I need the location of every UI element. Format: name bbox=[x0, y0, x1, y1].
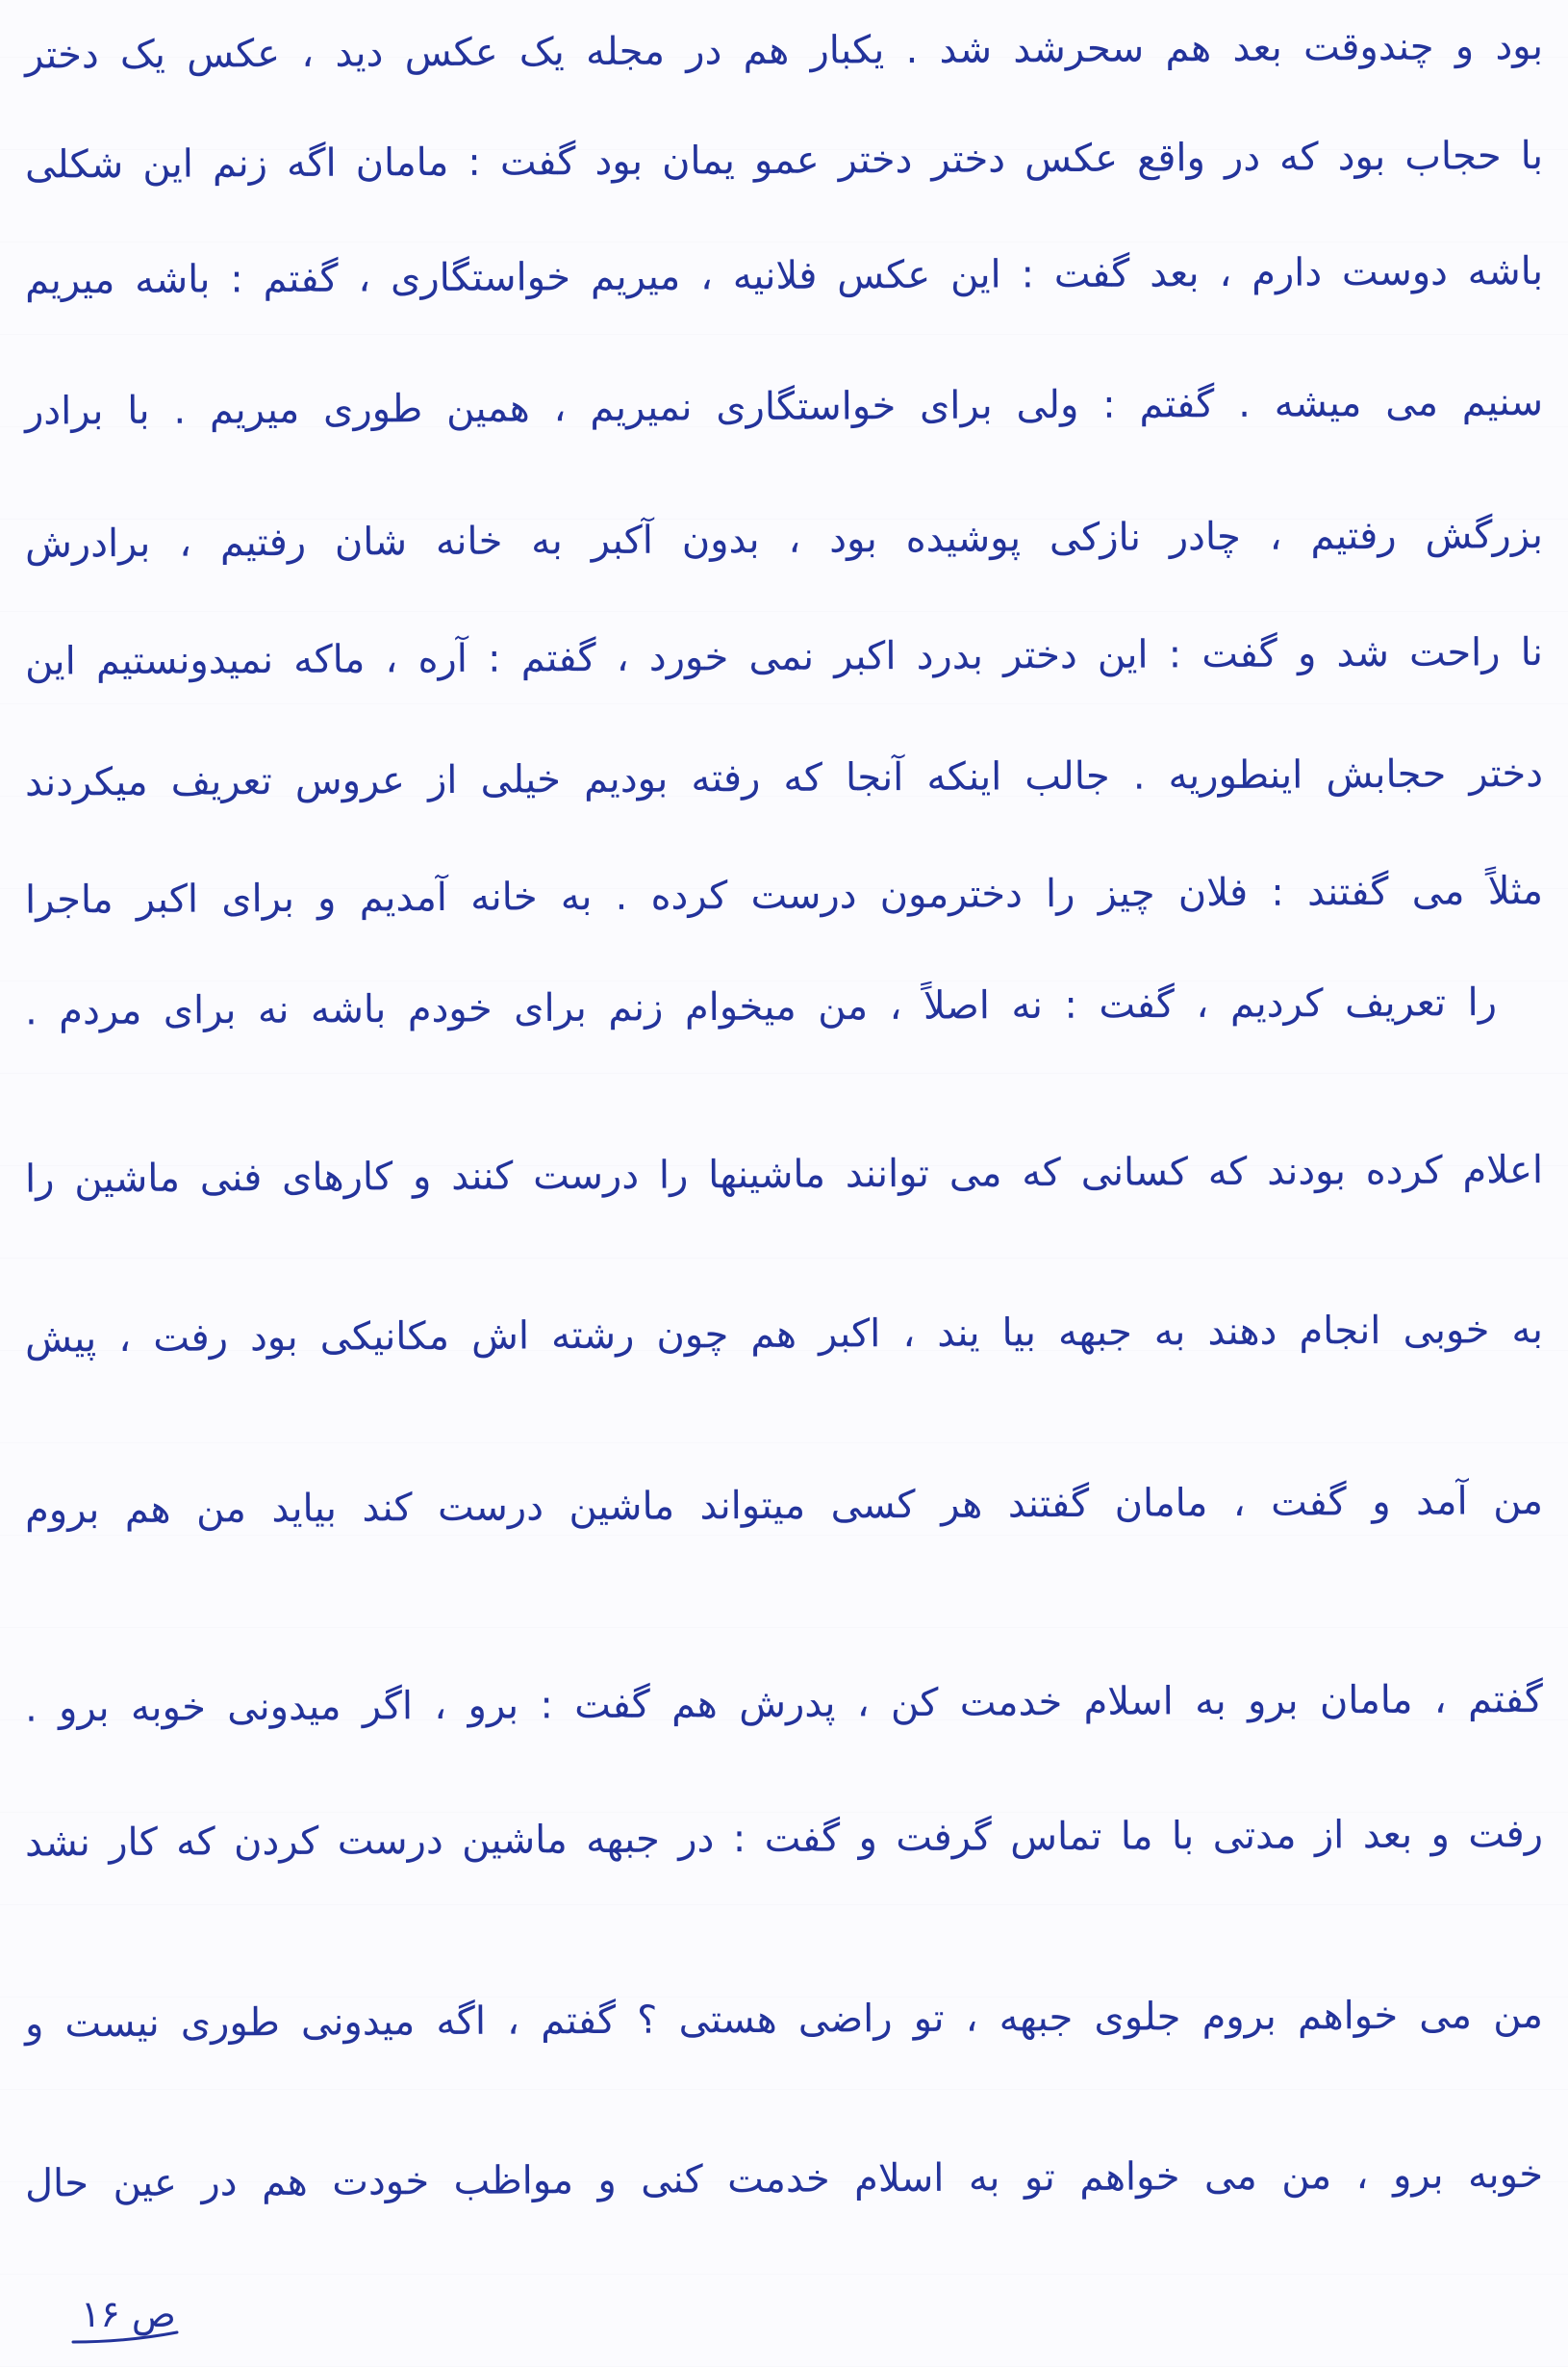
text-line-2: با حجاب بود که در واقع عکس دختر دختر عمو یمان بود گفت : مامان اگه زنم این شکلی bbox=[24, 134, 1544, 188]
page-number-glyphs bbox=[62, 2288, 187, 2355]
text-line-11: به خوبی انجام دهند به جبهه بیا یند ، اکبر هم چون رشته اش مکانیکی بود رفت ، پیش bbox=[24, 1308, 1544, 1362]
page-number-text: ص ۱۶ bbox=[81, 2293, 176, 2335]
text-line-9: را تعریف کردیم ، گفت : نه اصلاً ، من میخوام زنم برای خودم باشه نه برای مردم . bbox=[24, 980, 1498, 1034]
text-line-14: رفت و بعد از مدتی با ما تماس گرفت و گفت : در جبهه ماشین درست کردن که کار نشد bbox=[24, 1812, 1544, 1866]
text-line-10: اعلام کرده بودند که کسانی که می توانند ماشینها را درست کنند و کارهای فنی ماشین را bbox=[24, 1148, 1544, 1202]
text-line-12: من آمد و گفت ، مامان گفتند هر کسی میتواند ماشین درست کند بیاید من هم بروم bbox=[24, 1479, 1544, 1533]
text-line-13: گفتم ، مامان برو به اسلام خدمت کن ، پدرش هم گفت : برو ، اگر میدونی خوبه برو . bbox=[24, 1677, 1544, 1731]
text-line-6: نا راحت شد و گفت : این دختر بدرد اکبر نمی خورد ، گفتم : آره ، ماکه نمیدونستیم این bbox=[24, 630, 1544, 684]
text-line-7: دختر حجابش اینطوریه . جالب اینکه آنجا که رفته بودیم خیلی از عروس تعریف میکردند bbox=[24, 751, 1544, 805]
text-line-4: سنیم می میشه . گفتم : ولی برای خواستگاری نمیریم ، همین طوری میریم . با برادر bbox=[24, 380, 1544, 434]
text-line-3: باشه دوست دارم ، بعد گفت : این عکس فلانیه ، میریم خواستگاری ، گفتم : باشه میریم bbox=[24, 249, 1544, 303]
page-number bbox=[62, 2288, 187, 2355]
text-line-1: بود و چندوقت بعد هم سحرشد شد . یکبار هم در مجله یک عکس دید ، عکس یک دختر bbox=[24, 24, 1544, 78]
text-line-5: بزرگش رفتیم ، چادر نازکی پوشیده بود ، بدون آکبر به خانه شان رفتیم ، برادرش bbox=[24, 513, 1544, 567]
text-line-8: مثلاً می گفتند : فلان چیز را دخترمون درست کرده . به خانه آمدیم و برای اکبر ماجرا bbox=[24, 869, 1544, 923]
text-line-16: خوبه برو ، من می خواهم تو به اسلام خدمت کنی و مواظب خودت هم در عین حال bbox=[24, 2152, 1544, 2206]
text-line-15: من می خواهم بروم جلوی جبهه ، تو راضی هستی ؟ گفتم ، اگه میدونی طوری نیست و bbox=[24, 1993, 1544, 2047]
